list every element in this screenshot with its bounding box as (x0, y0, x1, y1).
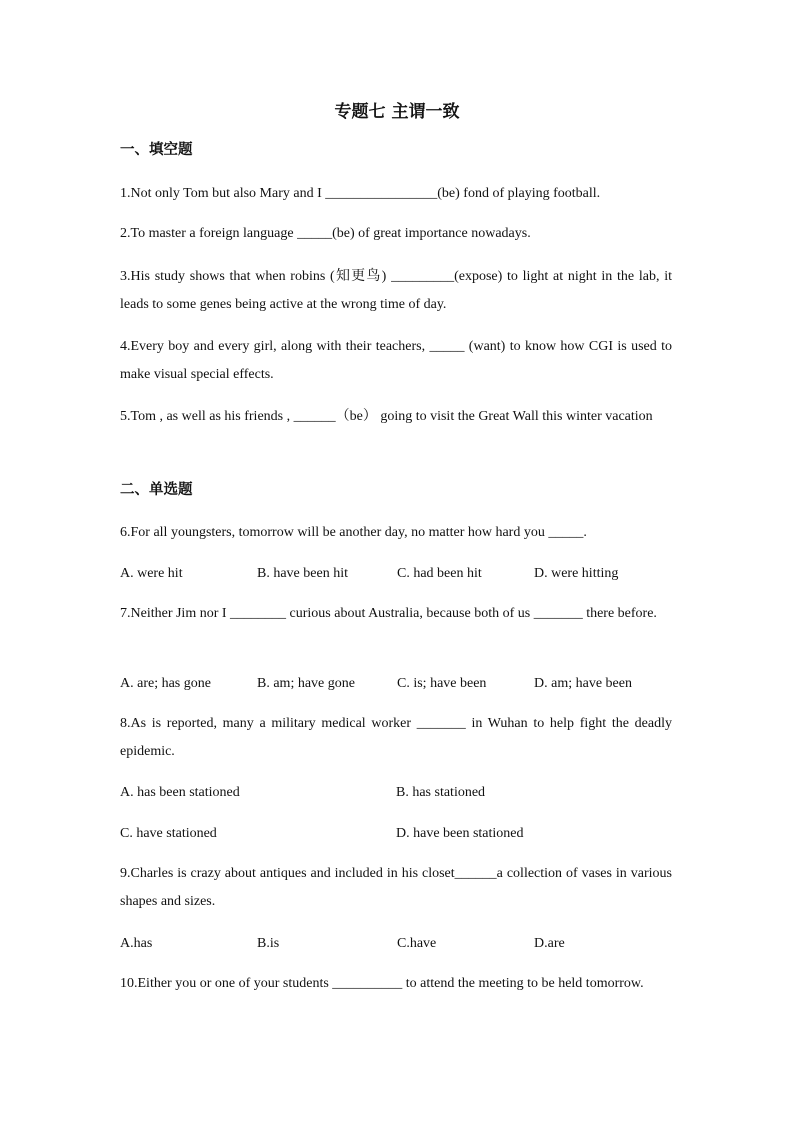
option-d: D. have been stationed (396, 826, 524, 841)
question-6: 6.For all youngsters, tomorrow will be another day, no matter how hard you _____. (120, 525, 587, 540)
option-b: B. am; have gone (257, 676, 355, 691)
section-heading-single-choice: 二、单选题 (120, 482, 193, 498)
question-10: 10.Either you or one of your students __________ to attend the meeting to be held tomorrow. (120, 976, 644, 991)
option-a: A. were hit (120, 566, 183, 581)
question-7: 7.Neither Jim nor I ________ curious about Australia, because both of us _______ there before. (120, 606, 657, 621)
question-4: 4.Every boy and every girl, along with their teachers, _____ (want) to know how CGI is used to make visual special effects. (120, 339, 672, 382)
option-a: A.has (120, 936, 153, 951)
option-c: C. is; have been (397, 676, 487, 691)
page-title: 专题七 主谓一致 (334, 102, 460, 122)
question-5: 5.Tom , as well as his friends , ______（be） going to visit the Great Wall this winter vacation (120, 409, 653, 424)
question-8: 8.As is reported, many a military medical worker _______ in Wuhan to help fight the deadly epidemic. (120, 716, 672, 759)
section-heading-fill-blank: 一、填空题 (120, 142, 193, 158)
option-c: C. have stationed (120, 826, 217, 841)
option-a: A. has been stationed (120, 785, 240, 800)
option-b: B.is (257, 936, 280, 951)
option-b: B. has stationed (396, 785, 486, 800)
option-c: C.have (397, 936, 437, 951)
option-c: C. had been hit (397, 566, 482, 581)
option-d: D.are (534, 936, 565, 951)
option-d: D. am; have been (534, 676, 632, 691)
option-d: D. were hitting (534, 566, 619, 581)
question-9: 9.Charles is crazy about antiques and included in his closet______a collection of vases in various shapes and sizes. (120, 866, 672, 909)
option-b: B. have been hit (257, 566, 348, 581)
option-a: A. are; has gone (120, 676, 211, 691)
question-1: 1.Not only Tom but also Mary and I ________________(be) fond of playing football. (120, 186, 601, 201)
question-3: 3.His study shows that when robins (知更鸟) _________(expose) to light at night in the lab, it leads to some genes being active at the wrong time of day. (120, 269, 672, 312)
question-2: 2.To master a foreign language _____(be) of great importance nowadays. (120, 226, 531, 241)
